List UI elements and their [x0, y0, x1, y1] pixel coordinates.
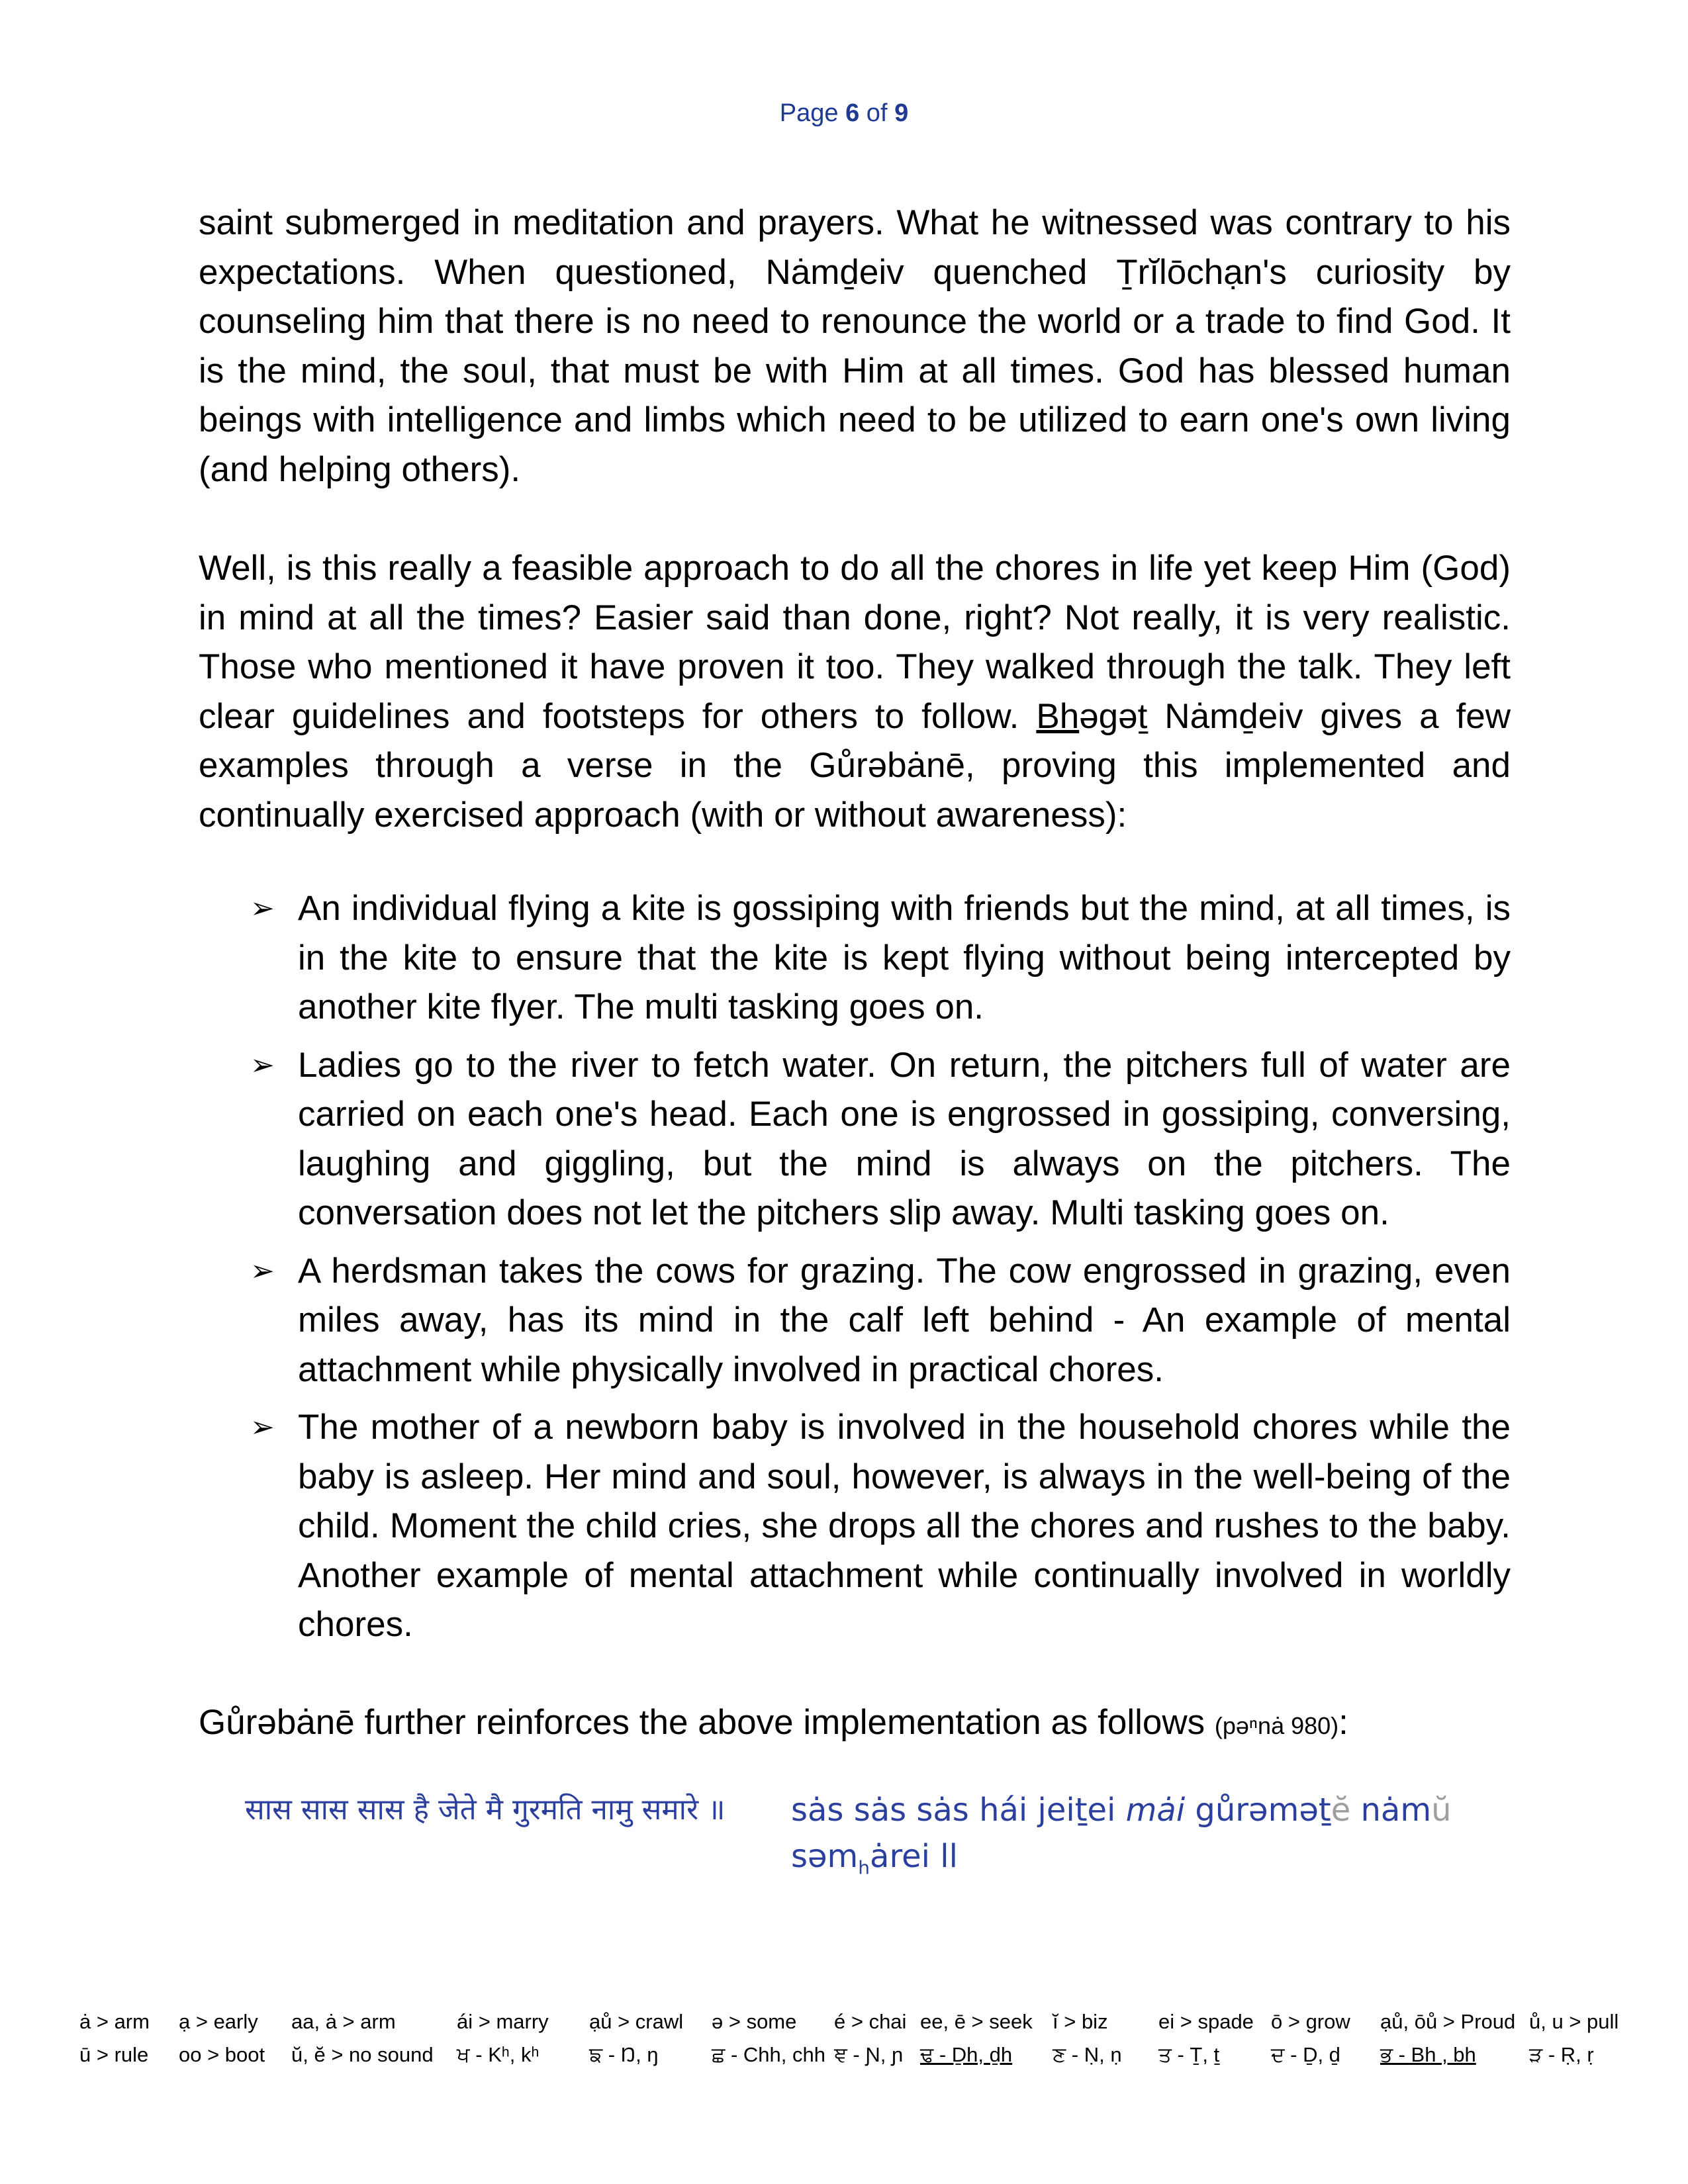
key-entry: ȧ > arm	[79, 2010, 150, 2033]
translit-subscript: h	[858, 1856, 870, 1879]
list-item	[199, 1041, 1511, 1238]
translit-italic: mȧi	[1125, 1792, 1186, 1829]
arrow-bullet-icon: ➢	[250, 891, 275, 925]
key-entry: ਭ - Bh , bh	[1380, 2043, 1476, 2066]
paragraph-text-start: Well, is this really a feasible approach to do all the chores in life yet keep Him (God) in mind at all the times? Easier said than done, right? Not really, it is very realistic. Those who mentioned it have proven it too. They walked through the talk. They left clear guidelines and footsteps for others to follow.	[199, 549, 1511, 736]
list-item	[199, 1403, 1511, 1650]
translit-part: ȧrei ll	[870, 1838, 958, 1875]
key-entry: ਦ - Ḏ, ḏ	[1271, 2043, 1340, 2066]
list-item-text: The mother of a newborn baby is involved in the household chores while the baby is asleep. Her mind and soul, however, is always in the well-being of the child. Moment the child cries, she drops all the chores and rushes to the baby. Another example of mental attachment while continually involved in worldly chores.	[298, 1408, 1511, 1644]
page-label: Page	[779, 99, 846, 127]
key-entry: ਖ - Kʰ, kʰ	[457, 2043, 539, 2066]
key-entry: ee, ē > seek	[920, 2010, 1033, 2033]
key-entry: ei > spade	[1158, 2010, 1254, 2033]
key-entry: ਙ - Ŋ, ŋ	[589, 2043, 659, 2066]
key-entry: ੜ - Ṛ, ṛ	[1529, 2043, 1594, 2066]
verse-transliteration	[791, 1787, 1466, 1891]
translit-muted: ŭ	[1431, 1792, 1452, 1829]
pronunciation-key-row-vowels	[79, 2005, 1622, 2038]
page-reference: (pəⁿnȧ 980)	[1214, 1712, 1339, 1739]
arrow-bullet-icon: ➢	[250, 1253, 275, 1288]
translit-part: nȧm	[1350, 1792, 1432, 1829]
key-entry: ਤ - Ṯ, ṯ	[1158, 2043, 1220, 2066]
key-entry: oo > boot	[179, 2043, 265, 2066]
list-item-text: An individual flying a kite is gossiping with friends but the mind, at all times, is in the kite to ensure that the kite is kept flying without being intercepted by another kite flyer. The multi tasking goes on.	[298, 889, 1511, 1026]
key-entry: ái > marry	[457, 2010, 549, 2033]
paragraph-saint: saint submerged in meditation and prayers. What he witnessed was contrary to his expectations. When questioned, Nȧmḏeiv quenched Ṯrĭlōchạn's curiosity by counseling him that there is no need to renounce the world or a trade to find God. It is the mind, the soul, that must be with Him at all times. God has blessed human beings with intelligence and limbs which need to be utilized to earn one's own living (and helping others).	[199, 203, 1511, 489]
paragraph-reinforce	[199, 1698, 1511, 1751]
current-page-number: 6	[845, 99, 860, 127]
key-entry: ਢ - Ḏh, ḏh	[920, 2043, 1013, 2066]
list-item	[199, 884, 1511, 1032]
page-separator: of	[859, 99, 895, 127]
page-number-header	[0, 99, 1688, 128]
total-page-number: 9	[894, 99, 909, 127]
translit-part: sȧs sȧs sȧs hái jeiṯei	[791, 1792, 1126, 1829]
underlined-text: Bh	[1036, 696, 1080, 736]
key-entry: ạů > crawl	[589, 2010, 684, 2033]
translit-part: səm	[791, 1838, 859, 1875]
list-item-text: Ladies go to the river to fetch water. On return, the pitchers full of water are carried on each one's head. Each one is engrossed in gossiping, conversing, laughing and giggling, but the mind is always on the pitchers. The conversation does not let the pitchers slip away. Multi tasking goes on.	[298, 1045, 1511, 1232]
pronunciation-key-row-consonants	[79, 2038, 1622, 2071]
key-entry: ਞ - Ɲ, ɲ	[834, 2043, 904, 2066]
list-item-text: A herdsman takes the cows for grazing. The cow engrossed in grazing, even miles away, has its mind in the calf left behind - An example of mental attachment while physically involved in practical chores.	[298, 1251, 1511, 1389]
key-entry: ū > rule	[79, 2043, 149, 2066]
list-item	[199, 1247, 1511, 1395]
translit-part: gůrəməṯ	[1185, 1792, 1331, 1829]
key-entry: ਣ - Ṇ, ṇ	[1053, 2043, 1122, 2066]
paragraph-text-end: əgəṯ Nȧmḏeiv gives a few examples through a verse in the Gůrəbȧnē, proving this implemented and continually exercised approach (with or without awareness):	[199, 696, 1511, 835]
key-entry: ạů, ōů > Proud	[1380, 2010, 1516, 2033]
verse-devanagari: सास सास सास है जेते मै गुरमति नामु समारे ॥	[245, 1793, 726, 1827]
key-entry: ĭ > biz	[1053, 2010, 1108, 2033]
key-entry: ů, u > pull	[1529, 2010, 1619, 2033]
key-entry: ਛ - Chh, chh	[712, 2043, 825, 2066]
translit-muted: ĕ	[1331, 1792, 1351, 1829]
reinforce-text: Gůrəbȧnē further reinforces the above implementation as follows	[199, 1703, 1215, 1742]
key-entry: ō > grow	[1271, 2010, 1350, 2033]
key-entry: ạ > early	[179, 2010, 258, 2033]
examples-list	[199, 884, 1511, 1659]
pronunciation-key	[79, 2005, 1622, 2071]
key-entry: é > chai	[834, 2010, 907, 2033]
reinforce-colon: :	[1338, 1703, 1348, 1742]
paragraph-feasible-approach	[199, 544, 1511, 840]
key-entry: ə > some	[712, 2010, 797, 2033]
arrow-bullet-icon: ➢	[250, 1048, 275, 1082]
arrow-bullet-icon: ➢	[250, 1410, 275, 1444]
key-entry: aa, ȧ > arm	[291, 2010, 396, 2033]
key-entry: ŭ, ĕ > no sound	[291, 2043, 434, 2066]
